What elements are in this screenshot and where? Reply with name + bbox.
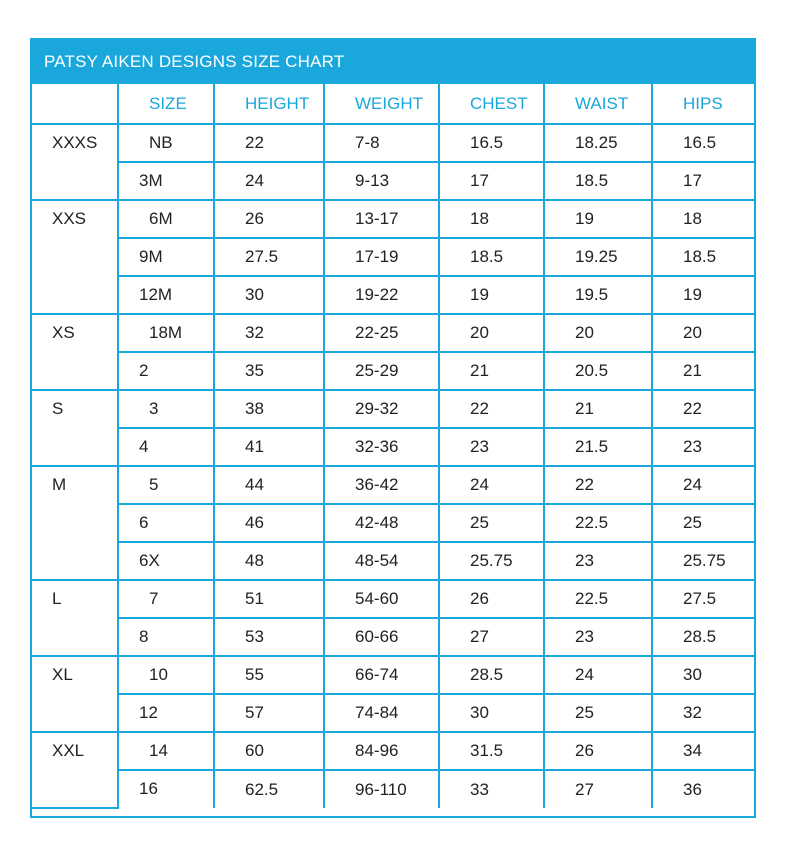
size-cell: 4 — [118, 428, 214, 466]
waist-cell: 27 — [544, 770, 652, 808]
size-cell: 3 — [118, 390, 214, 428]
size-cell: 10 — [118, 656, 214, 694]
hips-cell: 19 — [652, 276, 754, 314]
size-group-label: S — [32, 390, 118, 466]
waist-cell: 23 — [544, 542, 652, 580]
height-cell: 22 — [214, 124, 324, 162]
header-chest: CHEST — [439, 84, 544, 124]
weight-cell: 48-54 — [324, 542, 439, 580]
weight-cell: 32-36 — [324, 428, 439, 466]
size-cell: 14 — [118, 732, 214, 770]
waist-cell: 21.5 — [544, 428, 652, 466]
header-weight: WEIGHT — [324, 84, 439, 124]
chest-cell: 24 — [439, 466, 544, 504]
waist-cell: 20.5 — [544, 352, 652, 390]
height-cell: 57 — [214, 694, 324, 732]
height-cell: 26 — [214, 200, 324, 238]
waist-cell: 23 — [544, 618, 652, 656]
table-body — [32, 124, 754, 808]
size-chart — [30, 38, 756, 818]
waist-cell: 21 — [544, 390, 652, 428]
chest-cell: 19 — [439, 276, 544, 314]
hips-cell: 28.5 — [652, 618, 754, 656]
table-row — [32, 618, 754, 656]
height-cell: 62.5 — [214, 770, 324, 808]
hips-cell: 16.5 — [652, 124, 754, 162]
size-group-label: XS — [32, 314, 118, 390]
size-cell: 9M — [118, 238, 214, 276]
waist-cell: 20 — [544, 314, 652, 352]
hips-cell: 36 — [652, 770, 754, 808]
table-row — [32, 390, 754, 428]
size-cell: 3M — [118, 162, 214, 200]
size-cell: 12M — [118, 276, 214, 314]
header-blank — [32, 84, 118, 124]
waist-cell: 25 — [544, 694, 652, 732]
table-row — [32, 314, 754, 352]
weight-cell: 42-48 — [324, 504, 439, 542]
height-cell: 55 — [214, 656, 324, 694]
table-row — [32, 352, 754, 390]
height-cell: 44 — [214, 466, 324, 504]
height-cell: 48 — [214, 542, 324, 580]
chest-cell: 22 — [439, 390, 544, 428]
size-cell: 5 — [118, 466, 214, 504]
hips-cell: 18 — [652, 200, 754, 238]
height-cell: 53 — [214, 618, 324, 656]
hips-cell: 25 — [652, 504, 754, 542]
table-row — [32, 694, 754, 732]
size-cell: 18M — [118, 314, 214, 352]
table-row — [32, 200, 754, 238]
height-cell: 60 — [214, 732, 324, 770]
weight-cell: 60-66 — [324, 618, 439, 656]
height-cell: 24 — [214, 162, 324, 200]
size-group-label: M — [32, 466, 118, 580]
table-row — [32, 428, 754, 466]
chest-cell: 26 — [439, 580, 544, 618]
chest-cell: 18.5 — [439, 238, 544, 276]
waist-cell: 19.5 — [544, 276, 652, 314]
chest-cell: 28.5 — [439, 656, 544, 694]
weight-cell: 19-22 — [324, 276, 439, 314]
size-cell: 6 — [118, 504, 214, 542]
height-cell: 30 — [214, 276, 324, 314]
size-table — [32, 84, 754, 809]
size-cell: 16 — [118, 770, 214, 808]
table-row — [32, 656, 754, 694]
height-cell: 32 — [214, 314, 324, 352]
table-row — [32, 770, 754, 808]
hips-cell: 25.75 — [652, 542, 754, 580]
chest-cell: 25.75 — [439, 542, 544, 580]
size-cell: 6X — [118, 542, 214, 580]
height-cell: 51 — [214, 580, 324, 618]
hips-cell: 21 — [652, 352, 754, 390]
hips-cell: 30 — [652, 656, 754, 694]
header-row — [32, 84, 754, 124]
size-cell: 6M — [118, 200, 214, 238]
waist-cell: 22.5 — [544, 580, 652, 618]
chest-cell: 33 — [439, 770, 544, 808]
weight-cell: 54-60 — [324, 580, 439, 618]
table-row — [32, 580, 754, 618]
height-cell: 35 — [214, 352, 324, 390]
chest-cell: 27 — [439, 618, 544, 656]
table-row — [32, 542, 754, 580]
weight-cell: 7-8 — [324, 124, 439, 162]
weight-cell: 96-110 — [324, 770, 439, 808]
header-hips: HIPS — [652, 84, 754, 124]
hips-cell: 20 — [652, 314, 754, 352]
weight-cell: 13-17 — [324, 200, 439, 238]
waist-cell: 18.5 — [544, 162, 652, 200]
hips-cell: 22 — [652, 390, 754, 428]
hips-cell: 17 — [652, 162, 754, 200]
weight-cell: 66-74 — [324, 656, 439, 694]
waist-cell: 19.25 — [544, 238, 652, 276]
chest-cell: 25 — [439, 504, 544, 542]
size-group-label: XXL — [32, 732, 118, 808]
waist-cell: 22 — [544, 466, 652, 504]
table-row — [32, 162, 754, 200]
weight-cell: 25-29 — [324, 352, 439, 390]
waist-cell: 26 — [544, 732, 652, 770]
table-row — [32, 124, 754, 162]
chest-cell: 30 — [439, 694, 544, 732]
hips-cell: 23 — [652, 428, 754, 466]
size-group-label: XL — [32, 656, 118, 732]
weight-cell: 9-13 — [324, 162, 439, 200]
hips-cell: 34 — [652, 732, 754, 770]
waist-cell: 19 — [544, 200, 652, 238]
chart-title: PATSY AIKEN DESIGNS SIZE CHART — [32, 40, 754, 84]
height-cell: 27.5 — [214, 238, 324, 276]
size-group-label: XXXS — [32, 124, 118, 200]
table-row — [32, 504, 754, 542]
size-cell: NB — [118, 124, 214, 162]
weight-cell: 74-84 — [324, 694, 439, 732]
header-height: HEIGHT — [214, 84, 324, 124]
chest-cell: 16.5 — [439, 124, 544, 162]
height-cell: 41 — [214, 428, 324, 466]
chest-cell: 31.5 — [439, 732, 544, 770]
weight-cell: 36-42 — [324, 466, 439, 504]
size-group-label: XXS — [32, 200, 118, 314]
chest-cell: 23 — [439, 428, 544, 466]
table-row — [32, 238, 754, 276]
hips-cell: 27.5 — [652, 580, 754, 618]
table-row — [32, 466, 754, 504]
size-cell: 8 — [118, 618, 214, 656]
hips-cell: 18.5 — [652, 238, 754, 276]
size-group-label: L — [32, 580, 118, 656]
size-cell: 12 — [118, 694, 214, 732]
header-waist: WAIST — [544, 84, 652, 124]
weight-cell: 84-96 — [324, 732, 439, 770]
table-row — [32, 276, 754, 314]
height-cell: 38 — [214, 390, 324, 428]
waist-cell: 22.5 — [544, 504, 652, 542]
weight-cell: 22-25 — [324, 314, 439, 352]
chest-cell: 20 — [439, 314, 544, 352]
hips-cell: 24 — [652, 466, 754, 504]
height-cell: 46 — [214, 504, 324, 542]
table-row — [32, 732, 754, 770]
size-cell: 7 — [118, 580, 214, 618]
waist-cell: 18.25 — [544, 124, 652, 162]
size-cell: 2 — [118, 352, 214, 390]
chest-cell: 18 — [439, 200, 544, 238]
chest-cell: 21 — [439, 352, 544, 390]
waist-cell: 24 — [544, 656, 652, 694]
header-size: SIZE — [118, 84, 214, 124]
hips-cell: 32 — [652, 694, 754, 732]
weight-cell: 17-19 — [324, 238, 439, 276]
chest-cell: 17 — [439, 162, 544, 200]
weight-cell: 29-32 — [324, 390, 439, 428]
